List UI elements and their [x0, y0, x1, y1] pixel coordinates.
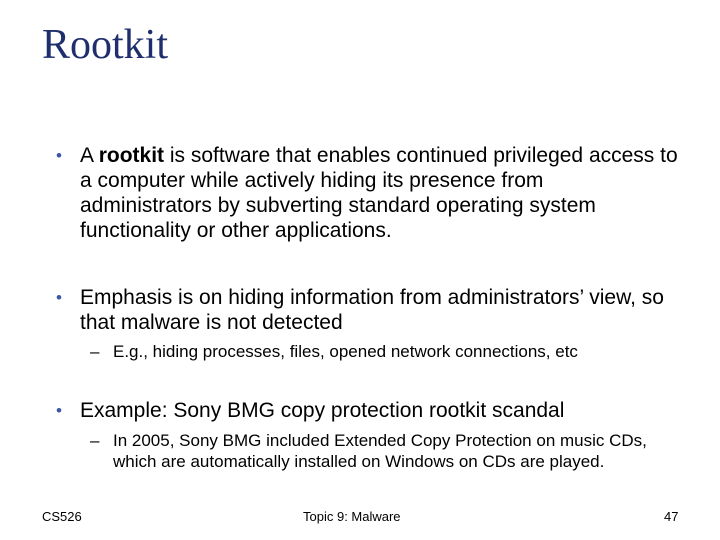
sub-bullet-marker: – — [90, 342, 100, 361]
footer-page-number: 47 — [664, 509, 679, 524]
sub-bullet-marker: – — [90, 431, 100, 450]
bullet-marker: • — [56, 146, 62, 165]
bullet-emphasis — [28, 285, 678, 335]
sub-bullet-text: E.g., hiding processes, files, opened network connections, etc — [113, 342, 578, 361]
bullet-text: Example: Sony BMG copy protection rootkit scandal — [80, 399, 565, 422]
sub-bullet-sony-details — [90, 430, 680, 472]
bullet-marker: • — [56, 288, 62, 307]
bullet-bold-term: rootkit — [98, 144, 165, 167]
footer-topic: Topic 9: Malware — [303, 509, 401, 524]
bullet-sony-example — [28, 398, 678, 423]
bullet-text-pre: A — [80, 144, 99, 167]
sub-bullet-text: In 2005, Sony BMG included Extended Copy Protection on music CDs, which are automatically installed on Windows on CDs are played. — [113, 431, 647, 471]
bullet-marker: • — [56, 401, 62, 420]
bullet-rootkit-definition — [28, 143, 678, 243]
sub-bullet-examples — [90, 341, 680, 362]
slide-title: Rootkit — [42, 22, 169, 68]
bullet-text-post: is software that enables continued privileged access to a computer while actively hiding its presence from administrators by subverting standard operating system functionality or other applications. — [80, 144, 678, 242]
footer-course: CS526 — [42, 509, 82, 524]
bullet-text: Emphasis is on hiding information from administrators’ view, so that malware is not detected — [80, 286, 664, 334]
